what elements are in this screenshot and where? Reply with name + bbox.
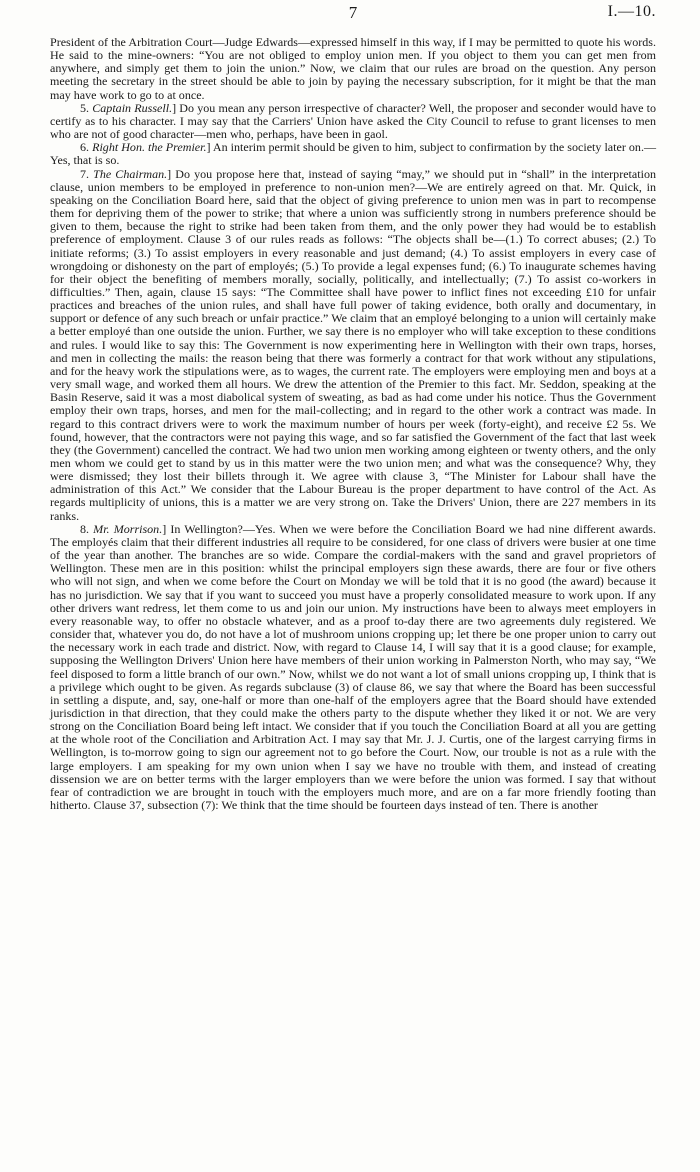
speaker-name: Captain Russell. <box>92 100 173 115</box>
page-header <box>50 3 656 23</box>
paragraph-5 <box>50 102 656 141</box>
speaker-name: The Chairman. <box>93 166 168 181</box>
speaker-name: Mr. Morrison. <box>93 521 163 536</box>
paragraph-text: ] Do you mean any person irrespective of character? Well, the proposer and seconder would have to certify as to his character. I may say that the Carriers' Union have asked the City Council to refuse to grant licenses to men who are not of good character—men who, perhaps, have been in gaol. <box>50 100 656 142</box>
speaker-name: Right Hon. the Premier. <box>92 140 207 155</box>
paragraph-6 <box>50 141 656 167</box>
paragraph-continuation <box>50 36 656 102</box>
paragraph-text: President of the Arbitration Court—Judge Edwards—expressed himself in this way, if I may be permitted to quote his words. He said to the mine-owners: “You are not obliged to employ union men. If you object to them you can get men from anywhere, and simply get them to join the union.” Now, we claim that our rules are broad on the question. Any person meeting the secretary in the street should be able to join by paying the necessary subscription, for it might be that the man may have work to go to at once. <box>50 35 656 102</box>
paragraph-text: ] Do you propose here that, instead of saying “may,” we should put in “shall” in the interpretation clause, union members to be employed in preference to non-union men?—We are entirely agreed on that. Mr. Quick, in speaking on the Conciliation Board here, said that the object of giving preference to union men was in part to recompense them for depriving them of the power to strike; that where a union was sufficiently strong in numbers preference should be given to them, because the right to strike had been taken from them, and the only power they had would be to establish preference of employment. Clause 3 of our rules reads as follows: “The objects shall be—(1.) To correct abuses; (2.) To initiate reforms; (3.) To assist employers in every reasonable and just demand; (4.) To assist employers in every case of wrongdoing or dishonesty on the part of employés; (5.) To provide a legal expenses fund; (6.) To inaugurate schemes having for their object the benefiting of members morally, socially, politically, and intellectually; (7.) To assist co-workers in difficulties.” Then, again, clause 15 says: “The Committee shall have power to inflict fines not exceeding £10 for unfair practices and breaches of the union rules, and shall have full power of taking evidence, both orally and documentary, in support or defence of any such breach or unfair practice.” We claim that an employé belonging to a union will certainly make a better employé than one outside the union. Further, we say there is no employer who will take exception to these conditions and rules. I would like to say this: The Government is now experimenting here in Wellington with their own traps, horses, and men in collecting the mails: the reason being that there was formerly a contract for that work without any stipulations, and for the heavy work the stipulations were, as to wages, the current rate. The employers were employing men and boys at a very small wage, and worked them all hours. We drew the attention of the Premier to this fact. Mr. Seddon, speaking at the Basin Reserve, said it was a most diabolical system of sweating, as bad as had come under his notice. Thus the Government employ their own traps, horses, and men for the mail-collecting; and in regard to the other work a contract was made. In regard to this contract drivers were to work the maximum number of hours per week (forty-eight), and receive £2 5s. We found, however, that the contractors were not paying this wage, and so far satisfied the Government of the fact that last week they (the Government) cancelled the contract. We had two union men working among eighteen or twenty others, and the only men whom we could get to stand by us in this matter were the two union men; and what was the consequence? Why, they were dismissed; they lost their billets through it. We agree with clause 3, “The Minister for Labour shall have the administration of this Act.” We consider that the Labour Bureau is the proper department to have control of the Act. As regards multiplicity of unions, this is a matter we are very strong on. Take the Drivers' Union, there are 227 members in its ranks. <box>50 166 656 523</box>
paragraph-7 <box>50 168 656 523</box>
page-number: 7 <box>348 3 358 22</box>
paragraph-number: 6. <box>80 140 90 155</box>
paragraph-8 <box>50 523 656 812</box>
document-reference: I.—10. <box>607 3 656 20</box>
paragraph-number: 7. <box>80 166 90 181</box>
paragraph-number: 8. <box>80 521 90 536</box>
paragraph-text: ] An interim permit should be given to him, subject to confirmation by the society later on.—Yes, that is so. <box>50 140 656 168</box>
body-text <box>50 36 656 812</box>
paragraph-number: 5. <box>80 100 90 115</box>
paragraph-text: ] In Wellington?—Yes. When we were before the Conciliation Board we had nine different awards. The employés claim that their different industries all require to be considered, for one class of drivers were busier at one time of the year than another. The branches are so wide. Compare the cordial-makers with the sand and gravel proprietors of Wellington. These men are in this position: whilst the principal employers sign these awards, there are four or five others who will not sign, and when we come before the Court on Monday we will be told that it is no good (the award) because it has no jurisdiction. We say that if you want to succeed you must have a properly consolidated measure to work upon. If any other drivers want redress, let them come to us and join our union. My instructions have been to always meet employers in every reasonable way, to offer no obstacle whatever, and as a proof to-day there are two agreements duly registered. We consider that, whatever you do, do not have a lot of mushroom unions cropping up; let there be one proper union to carry out the necessary work in each trade and district. Now, with regard to Clause 14, I will say that it is a good clause; for example, supposing the Wellington Drivers' Union here have members of their union working in Palmerston North, who may say, “We feel disposed to form a little branch of our own.” Now, whilst we do not want a lot of small unions cropping up, I think that is a privilege which ought to be given. As regards subclause (3) of clause 86, we say that where the Board has been successful in settling a dispute, and, say, one-half or more than one-half of the employers agree that the Board should have extended jurisdiction in that direction, that they could make the others party to the dispute whether they liked it or not. We are very strong on the Conciliation Board being left intact. We consider that if you touch the Conciliation Board at all you are getting at the whole root of the Conciliation and Arbitration Act. I may say that Mr. J. J. Curtis, one of the largest carrying firms in Wellington, is to-morrow going to sign our agreement not to go before the Court. Now, our trouble is not as a rule with the large employers. I am speaking for my own union when I say we have no trouble with them, and instead of creating dissension we are on better terms with the larger employers than we were before the union was formed. I say that without fear of contradiction we are brought in touch with the employers much more, and are on a far more friendly footing than hitherto. Clause 37, subsection (7): We think that the time should be fourteen days instead of ten. There is another <box>50 521 656 813</box>
